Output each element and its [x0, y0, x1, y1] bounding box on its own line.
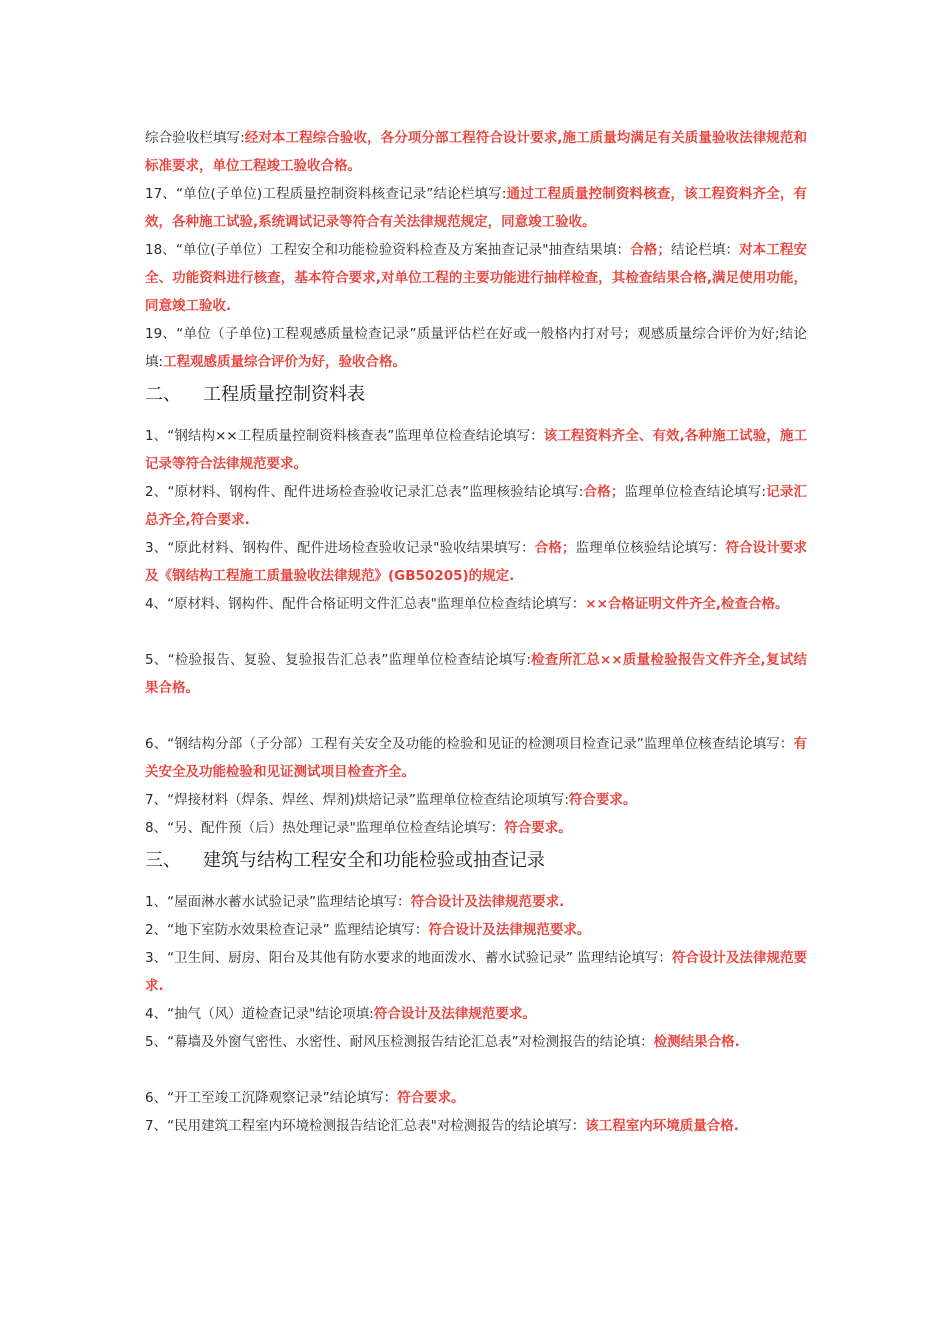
list-item	[145, 646, 807, 702]
item-answer-2: 记录汇总齐全,符合要求.	[145, 484, 808, 528]
list-item	[145, 814, 807, 842]
item-answer: 符合设计及法律规范要求.	[145, 950, 808, 994]
item-label: 3、“原此材料、钢构件、配件进场检查验收记录"验收结果填写：	[145, 540, 535, 556]
para-answer-2: 对本工程安全、功能资料进行核查，基本符合要求,对单位工程的主要功能进行抽样检查，其检查结果合格,满足使用功能，同意竣工验收.	[145, 242, 807, 314]
section-heading-2	[145, 378, 807, 412]
list-item	[145, 1112, 807, 1140]
item-label: 5、“检验报告、复验、复验报告汇总表”监理单位检查结论填写:	[145, 652, 531, 668]
item-label: 2、“地下室防水效果检查记录” 监理结论填写：	[145, 922, 429, 938]
item-label: 4、“原材料、钢构件、配件合格证明文件汇总表"监理单位检查结论填写：	[145, 596, 586, 612]
item-label-2: 监理单位检查结论填写:	[624, 484, 766, 500]
list-item	[145, 1028, 807, 1056]
para-label: 18、“单位(子单位）工程安全和功能检验资料检查及方案抽查记录"抽查结果填：	[145, 242, 631, 258]
para-answer: 合格；	[630, 242, 671, 258]
blank-line	[145, 618, 807, 646]
item-answer: 合格；	[583, 484, 625, 500]
para-answer: 经对本工程综合验收，各分项分部工程符合设计要求,施工质量均满足有关质量验收法律规范和标准要求，单位工程竣工验收合格。	[145, 130, 807, 174]
item-label: 3、“卫生间、厨房、阳台及其他有防水要求的地面泼水、蓄水试验记录” 监理结论填写：	[145, 950, 672, 966]
item-answer: ××合格证明文件齐全,检查合格。	[585, 596, 789, 612]
section-number: 二、	[145, 384, 181, 405]
para-label: 综合验收栏填写:	[145, 130, 245, 146]
list-item	[145, 1000, 807, 1028]
item-answer: 符合要求。	[504, 820, 572, 836]
section-heading-3	[145, 844, 807, 878]
paragraph-item-17	[145, 180, 807, 236]
item-answer: 检测结果合格.	[653, 1034, 740, 1050]
item-answer: 该工程资料齐全、有效,各种施工试验，施工记录等符合法律规范要求。	[145, 428, 807, 472]
paragraph-comprehensive-acceptance	[145, 124, 807, 180]
list-item	[145, 590, 807, 618]
section-title: 工程质量控制资料表	[203, 384, 365, 405]
item-answer: 检查所汇总××质量检验报告文件齐全,复试结果合格。	[145, 652, 807, 696]
section-title: 建筑与结构工程安全和功能检验或抽查记录	[203, 850, 545, 871]
para-answer: 通过工程质量控制资料核查，该工程资料齐全，有效，各种施工试验,系统调试记录等符合有关法律规范规定，同意竣工验收。	[145, 186, 808, 230]
item-answer: 符合要求。	[397, 1090, 465, 1106]
paragraph-item-19	[145, 320, 807, 376]
item-label: 5、“幕墙及外窗气密性、水密性、耐风压检测报告结论汇总表”对检测报告的结论填：	[145, 1034, 654, 1050]
document-page	[145, 124, 807, 1140]
item-label-2: 监理单位核验结论填写：	[575, 540, 726, 556]
item-label: 6、“钢结构分部（子分部）工程有关安全及功能的检验和见证的检测项目检查记录”监理单位核查结论填写：	[145, 736, 794, 752]
item-label: 4、“抽气（风）道检查记录"结论项填:	[145, 1006, 374, 1022]
item-answer: 合格；	[534, 540, 576, 556]
item-answer-2: 符合设计要求及《钢结构工程施工质量验收法律规范》(GB50205)的规定.	[145, 540, 808, 584]
item-label: 6、“开工至竣工沉降观察记录”结论填写：	[145, 1090, 398, 1106]
list-item	[145, 422, 807, 478]
item-answer: 有关安全及功能检验和见证测试项目检查齐全。	[145, 736, 807, 780]
item-answer: 符合设计及法律规范要求。	[428, 922, 591, 938]
item-label: 2、“原材料、钢构件、配件进场检查验收记录汇总表”监理核验结论填写:	[145, 484, 584, 500]
list-item	[145, 786, 807, 814]
item-answer: 符合设计及法律规范要求.	[410, 894, 565, 910]
list-item	[145, 534, 807, 590]
item-label: 7、“民用建筑工程室内环境检测报告结论汇总表"对检测报告的结论填写：	[145, 1118, 586, 1134]
list-item	[145, 730, 807, 786]
section-number: 三、	[145, 850, 181, 871]
item-answer: 该工程室内环境质量合格.	[585, 1118, 739, 1134]
item-label: 8、“另、配件预（后）热处理记录"监理单位检查结论填写：	[145, 820, 505, 836]
list-item	[145, 1084, 807, 1112]
list-item	[145, 888, 807, 916]
item-label: 1、“钢结构××工程质量控制资料核查表”监理单位检查结论填写：	[145, 428, 544, 444]
list-item	[145, 916, 807, 944]
item-label: 7、“焊接材料（焊条、焊丝、焊剂)烘焙记录”监理单位检查结论项填写:	[145, 792, 569, 808]
para-answer: 工程观感质量综合评价为好，验收合格。	[163, 354, 407, 370]
para-label-2: 结论栏填：	[670, 242, 740, 258]
para-label: 17、“单位(子单位)工程质量控制资料核查记录”结论栏填写:	[145, 186, 507, 202]
list-item	[145, 944, 807, 1000]
blank-line	[145, 702, 807, 730]
para-label: 19、“单位（子单位)工程观感质量检查记录”质量评估栏在好或一般格内打对号；观感质量综合评价为好;结论填:	[145, 326, 807, 370]
list-item	[145, 478, 807, 534]
item-answer: 符合要求。	[568, 792, 637, 808]
item-answer: 符合设计及法律规范要求。	[373, 1006, 536, 1022]
paragraph-item-18	[145, 236, 807, 320]
item-label: 1、“屋面淋水蓄水试验记录”监理结论填写：	[145, 894, 411, 910]
blank-line	[145, 1056, 807, 1084]
